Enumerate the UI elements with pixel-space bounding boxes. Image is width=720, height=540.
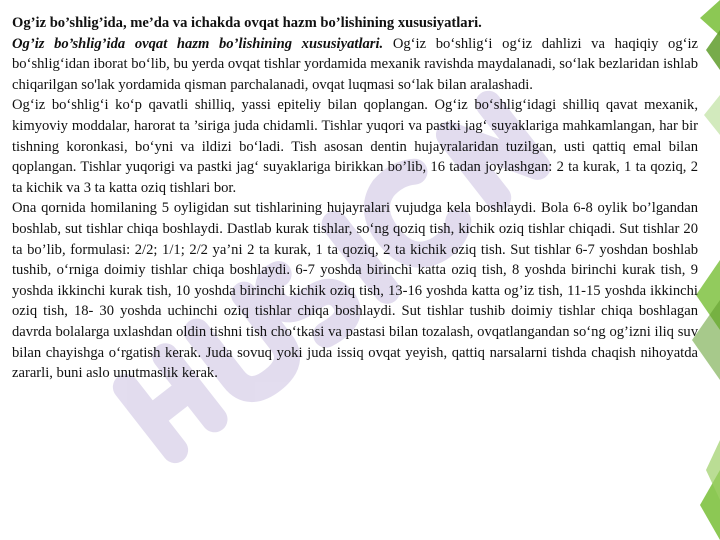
deco-triangle-top <box>700 0 720 36</box>
paragraph-2: Og‘iz bo‘shlig‘i ko‘p qavatli shilliq, yassi epiteliy bilan qoplangan. Og‘iz bo‘shlig‘idagi shilliq qavat mexanik, kimyoviy moddalar, harorat ta ’siriga juda chidamli. Tishlar yuqori va pastki jag‘ suyaklariga mahkamlangan, har bir tishning koronkasi, bo‘yni va ildizi bo‘ladi. Tish asosan dentin hujayralaridan tuzilgan, usti qattiq emal bilan qoplangan. Tishlar yuqorigi va pastki jag‘ suyaklariga birikkan bo’lib, 16 tadan joylashgan: 2 ta kurak, 1 ta qoziq, 2 ta kichik va 3 ta katta oziq tishlari bor. <box>12 97 698 196</box>
deco-triangle-top-2 <box>706 30 720 70</box>
paragraph-1-lead: Og’iz bo’shlig’ida ovqat hazm bo’lishining xususiyatlari. <box>12 35 384 52</box>
document-heading: Og’iz bo’shlig’ida, me’da va ichakda ovqat hazm bo’lishining xususiyatlari. <box>12 15 482 31</box>
paragraph-1 <box>12 34 698 96</box>
document-body <box>12 13 698 384</box>
paragraph-3: Ona qornida homilaning 5 oyligidan sut tishlarining hujayralari vujudga kela boshlaydi. Bola 6-8 oylik bo’lgandan boshlab, sut tishlar chiqa boshlaydi. Dastlab kurak tishlar, so‘ng qoziq tish, kichik oziq tishlar chiqadi. Sut tishlar 20 ta bo’lib, formulasi: 2/2; 1/1; 2/2 ya’ni 2 ta kurak, 1 ta qoziq, 2 ta kichik oziq tish. Sut tishlar 6-7 yoshdan boshlab tushib, o‘rniga doimiy tishlar chiqa boshlaydi. 6-7 yoshda birinchi katta oziq tish, 8 yoshda birinchi kurak tish, 9 yoshda ikkinchi kurak tish, 10 yoshda birinchi kichik oziq tish, 13-16 yoshda katta og’iz tish, 11-15 yoshda ikkinchi oziq tish, 18- 30 yoshda uchinchi oziq tishlar chiqa boshlaydi. Sut tishlar tushib doimiy tishlar chiqa boshlagan davrda bolalarga uxlashdan oldin tishni tish cho‘tkasi va pastasi bilan tozalash, ovqatlangandan so‘ng og’izni iliq suv bilan chayishga o‘rgatish kerak. Juda sovuq yoki juda issiq ovqat yeyish, qattiq narsalarni tishda chaqish nihoyatda zararli, buni aslo unutmaslik kerak. <box>12 200 698 382</box>
paragraph-1-body: Og‘iz bo‘shlig‘i og‘iz dahlizi va haqiqiy og‘iz bo‘shlig‘idan iborat bo‘lib, bu yerda ovqat tishlar yordamida mexanik ravishda maydalanadi, so‘lak bezlaridan ishlab chiqarilgan so'lak yordamida qisman parchalanadi, ovqat luqmasi so‘lak bilan aralashadi. <box>12 35 699 93</box>
deco-triangle-mid <box>704 95 720 135</box>
